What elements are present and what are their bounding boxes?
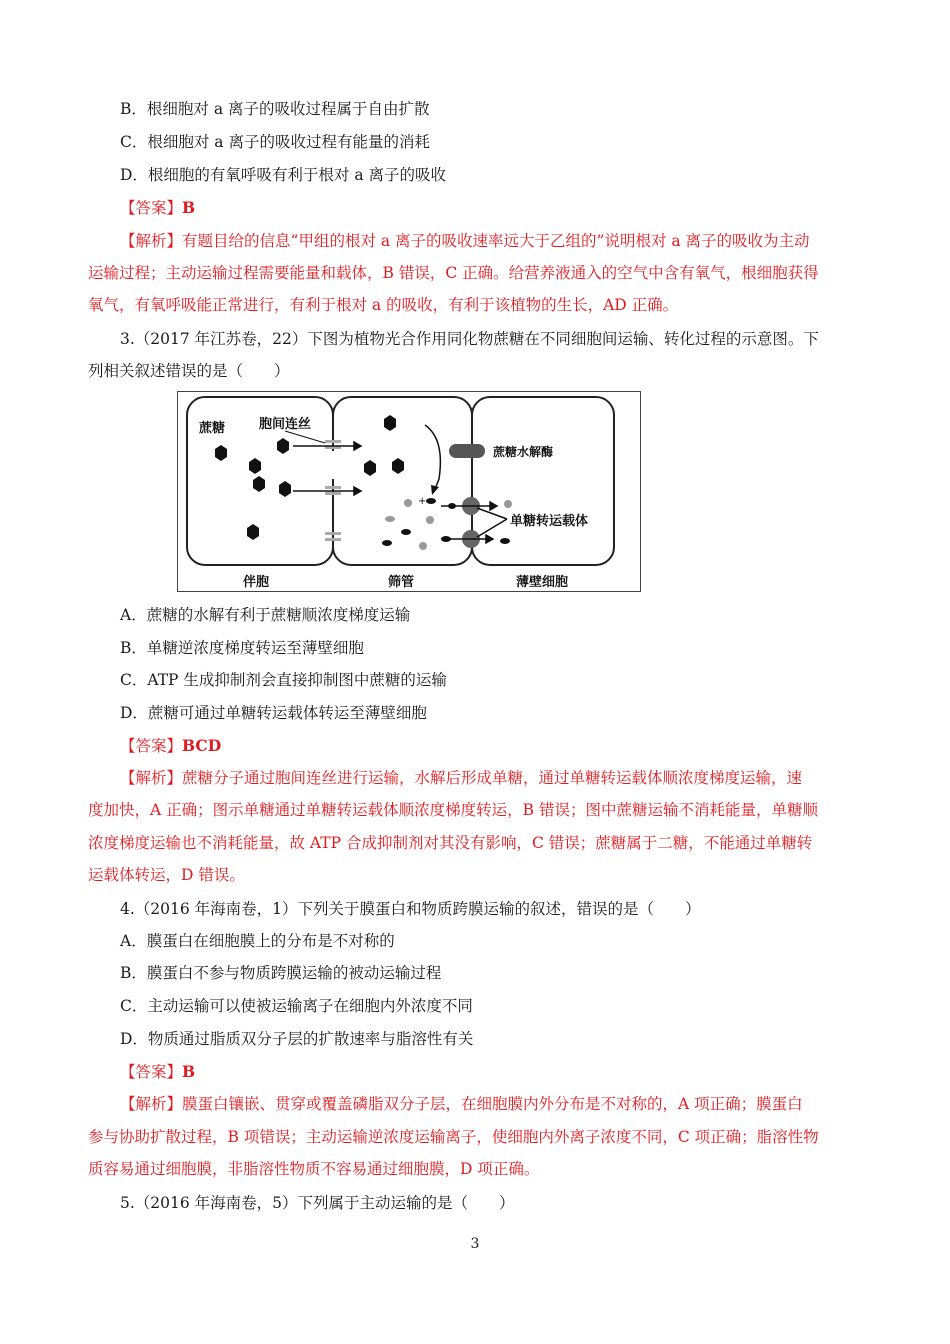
analysis-label: 【解析】 (120, 232, 183, 250)
q3-analysis-line-3: 浓度梯度运输也不消耗能量，故 ATP 合成抑制剂对其没有影响，C 错误；蔗糖属于二糖，不能通过单糖转 (88, 834, 813, 852)
q2-option-c: C．根细胞对 a 离子的吸收过程有能量的消耗 (120, 133, 430, 151)
q3-answer (120, 735, 910, 757)
q4-option-c: C．主动运输可以使被运输离子在细胞内外浓度不同 (120, 997, 473, 1015)
label-parenchyma: 薄壁细胞 (516, 575, 569, 590)
q5-stem: 5.（2016 年海南卷，5）下列属于主动运输的是（ ） (120, 1194, 515, 1212)
q4-analysis-line-3: 质容易通过细胞膜，非脂溶性物质不容易通过细胞膜，D 项正确。 (88, 1160, 540, 1178)
analysis-label: 【解析】 (120, 1095, 183, 1113)
q3-stem-line-1: 3.（2017 年江苏卷，22）下图为植物光合作用同化物蔗糖在不同细胞间运输、转化过程的示意图。下 (120, 330, 819, 348)
sucrose-transport-diagram (177, 391, 641, 592)
label-invertase: 蔗糖水解酶 (493, 445, 554, 459)
q4-option-a: A．膜蛋白在细胞膜上的分布是不对称的 (120, 932, 395, 950)
answer-value: BCD (182, 736, 222, 755)
answer-value: B (182, 198, 196, 217)
label-companion-cell: 伴胞 (243, 575, 270, 590)
label-sieve-tube: 筛管 (388, 575, 415, 590)
answer-value: B (182, 1062, 196, 1081)
q2-analysis-line-2: 运输过程；主动运输过程需要能量和载体，B 错误，C 正确。给营养液通入的空气中含有氧气，根细胞获得 (88, 264, 819, 282)
answer-label: 【答案】 (120, 737, 183, 755)
q3-analysis-line-1 (120, 767, 910, 789)
q3-option-d: D．蔗糖可通过单糖转运载体转运至薄壁细胞 (120, 704, 427, 722)
q2-option-b: B．根细胞对 a 离子的吸收过程属于自由扩散 (120, 100, 430, 118)
q4-option-d: D．物质通过脂质双分子层的扩散速率与脂溶性有关 (120, 1030, 474, 1048)
q4-answer (120, 1061, 910, 1083)
q3-analysis-line-2: 度加快，A 正确；图示单糖通过单糖转运载体顺浓度梯度转运，B 错误；图中蔗糖运输不消耗能量，单糖顺 (88, 801, 818, 819)
answer-label: 【答案】 (120, 199, 183, 217)
q4-stem: 4.（2016 年海南卷，1）下列关于膜蛋白和物质跨膜运输的叙述，错误的是（ ） (120, 900, 701, 918)
analysis-text: 膜蛋白镶嵌、贯穿或覆盖磷脂双分子层，在细胞膜内外分布是不对称的，A 项正确；膜蛋白 (182, 1095, 803, 1113)
q2-analysis-line-1 (120, 230, 910, 252)
q4-analysis-line-2: 参与协助扩散过程，B 项错误；主动运输逆浓度运输离子，使细胞内外离子浓度不同，C 项正确；脂溶性物 (88, 1128, 819, 1146)
page-number: 3 (470, 1236, 480, 1252)
label-sucrose: 蔗糖 (199, 421, 226, 436)
q4-option-b: B．膜蛋白不参与物质跨膜运输的被动运输过程 (120, 964, 442, 982)
answer-label: 【答案】 (120, 1063, 183, 1081)
q3-analysis-line-4: 运载体转运，D 错误。 (88, 866, 245, 884)
analysis-text: 有题目给的信息“甲组的根对 a 离子的吸收速率远大于乙组的”说明根对 a 离子的吸收为主动 (182, 232, 810, 250)
q4-analysis-line-1 (120, 1093, 910, 1115)
q2-answer (120, 197, 910, 219)
q3-option-a: A．蔗糖的水解有利于蔗糖顺浓度梯度运输 (120, 606, 411, 624)
analysis-text: 蔗糖分子通过胞间连丝进行运输，水解后形成单糖，通过单糖转运载体顺浓度梯度运输，速 (182, 769, 803, 787)
q3-option-b: B．单糖逆浓度梯度转运至薄壁细胞 (120, 639, 364, 657)
q3-stem-line-2: 列相关叙述错误的是（ ） (88, 362, 290, 380)
invertase-enzyme (449, 444, 485, 458)
label-transporter: 单糖转运载体 (510, 514, 589, 529)
q3-option-c: C．ATP 生成抑制剂会直接抑制图中蔗糖的运输 (120, 671, 447, 689)
label-plasmodesmata: 胞间连丝 (259, 417, 312, 432)
svg-text:+: + (418, 496, 427, 507)
q2-option-d: D．根细胞的有氧呼吸有利于根对 a 离子的吸收 (120, 166, 447, 184)
analysis-label: 【解析】 (120, 769, 183, 787)
q2-analysis-line-3: 氧气，有氧呼吸能正常进行，有利于根对 a 的吸收，有利于该植物的生长，AD 正确。 (88, 296, 679, 314)
